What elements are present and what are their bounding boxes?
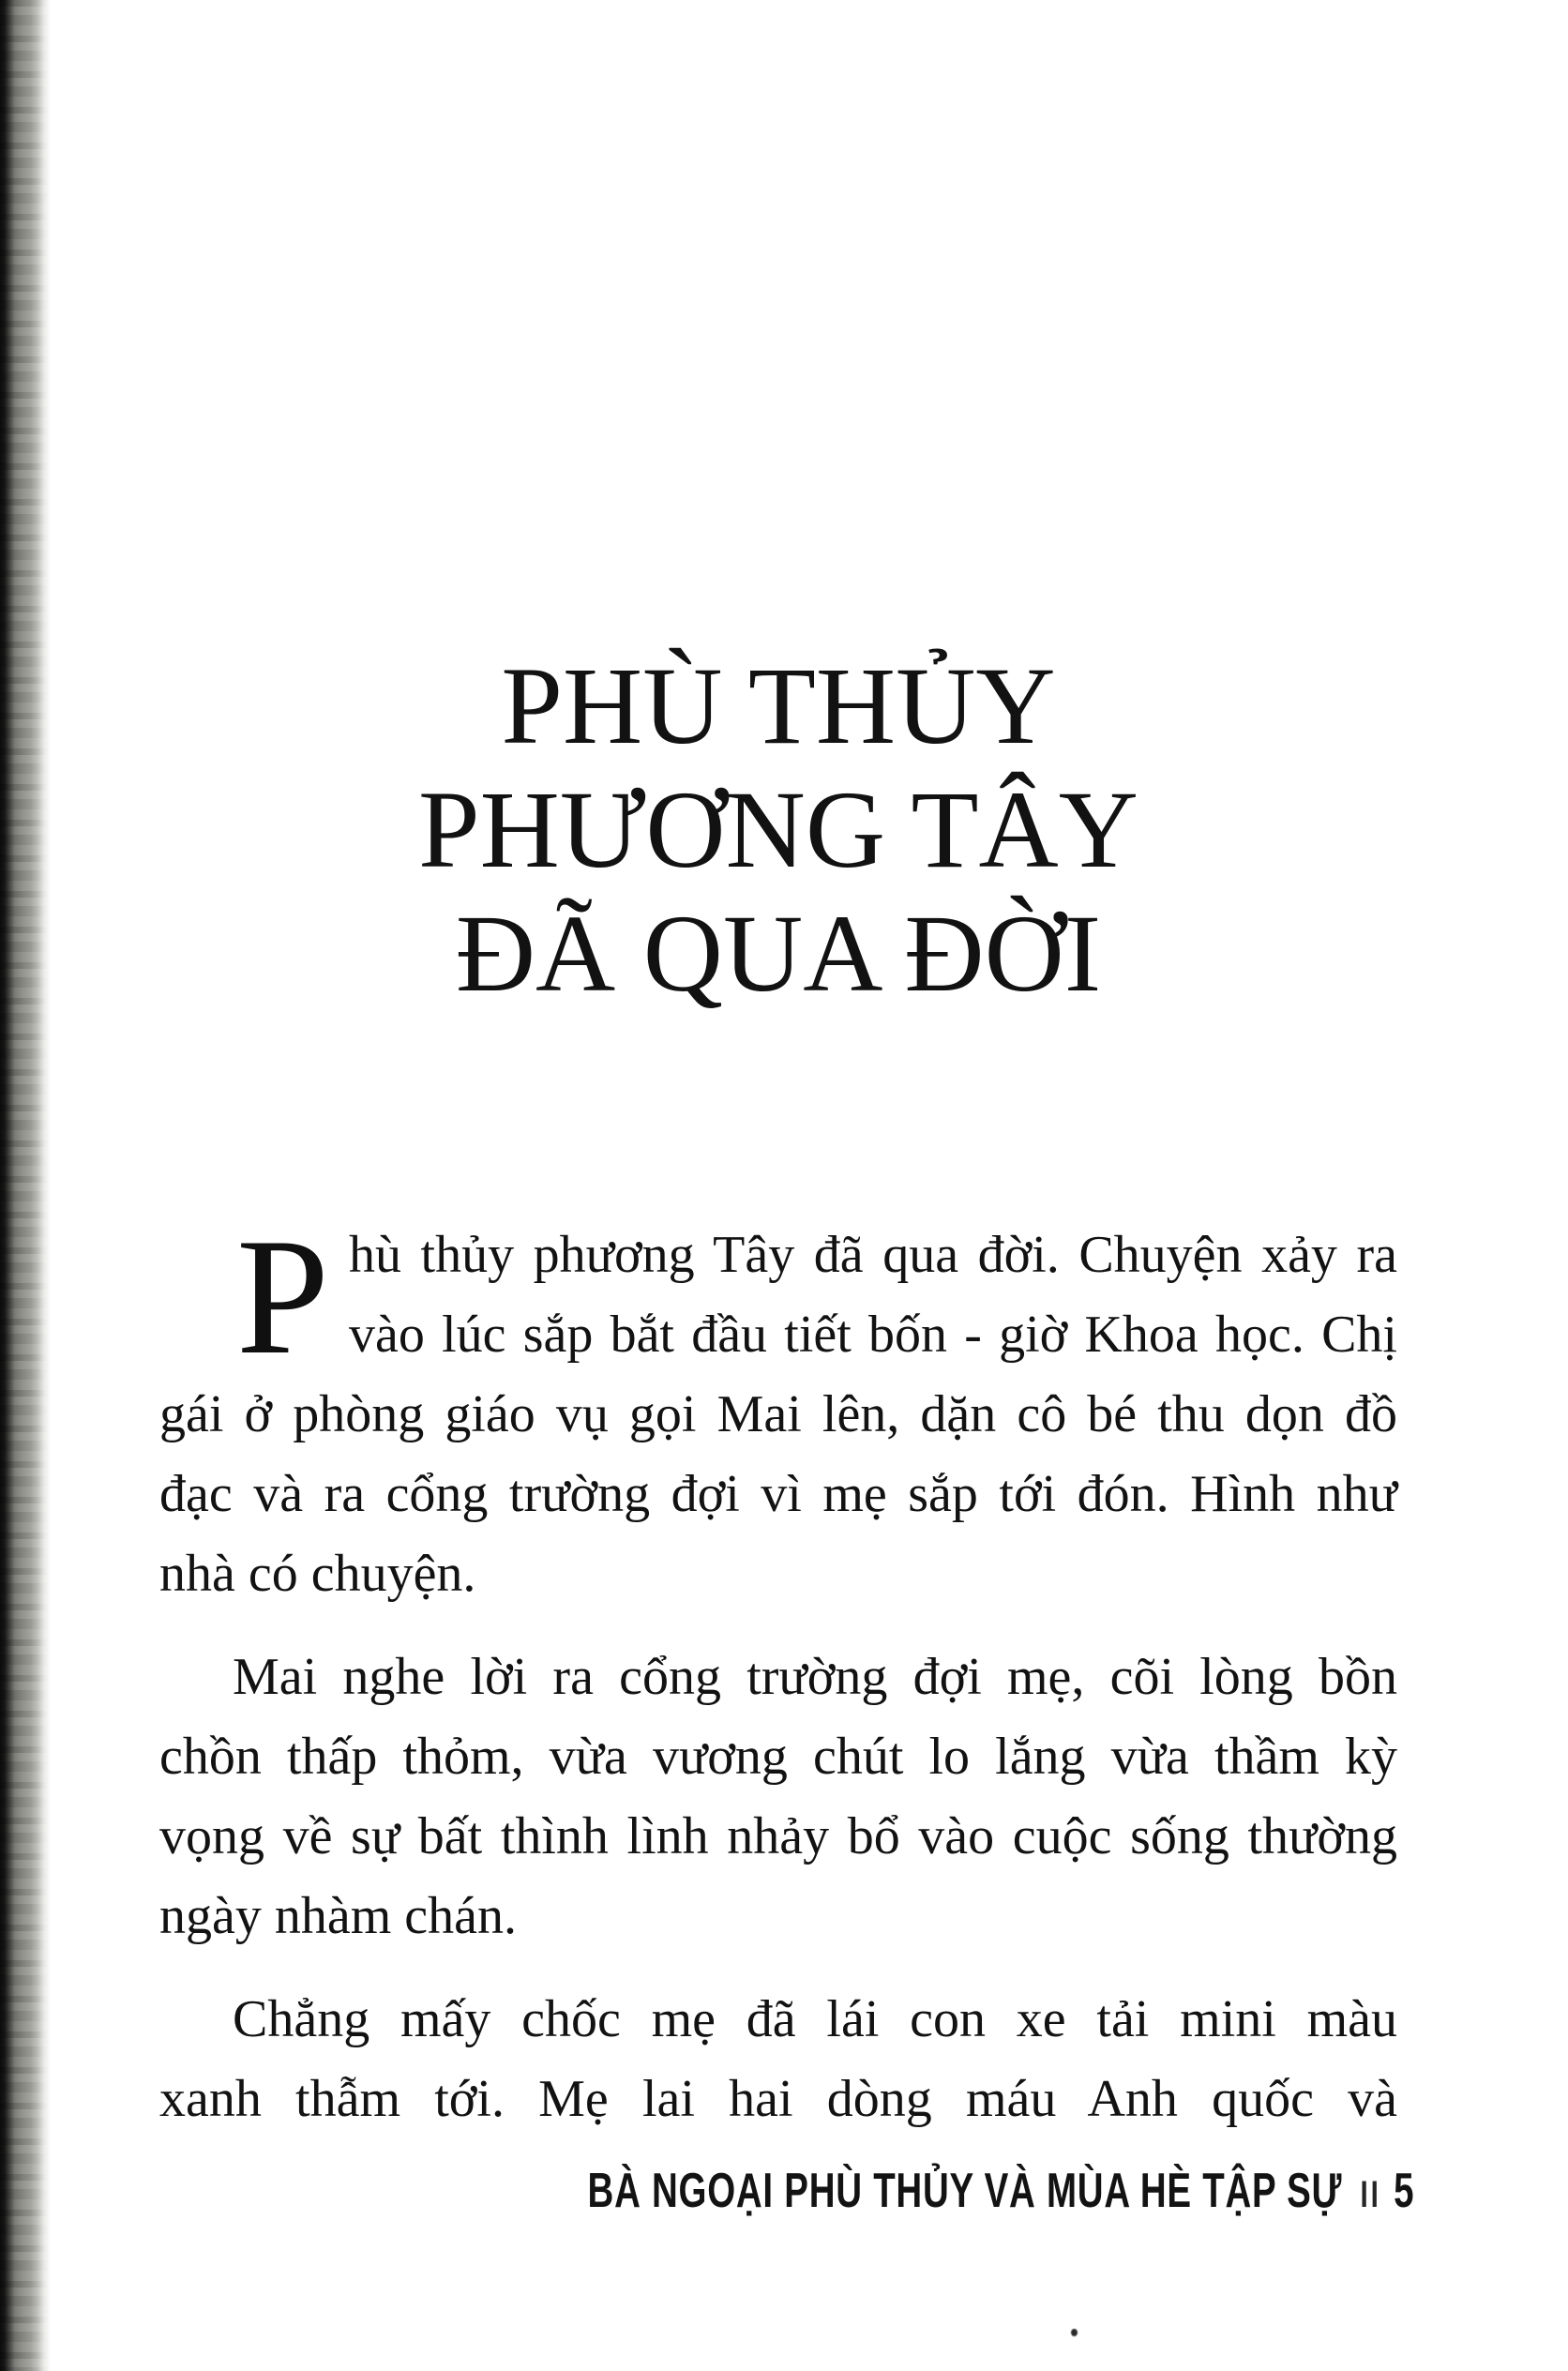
body-text (159, 1216, 1397, 2139)
chapter-title-line-2: PHƯƠNG TÂY (418, 768, 1138, 891)
text-line: ngày nhàm chán. (159, 1887, 517, 1945)
text-line: đạc và ra cổng trường đợi vì mẹ sắp tới đón. Hình như (159, 1465, 1397, 1523)
book-spine-shadow (0, 0, 51, 2371)
chapter-title (159, 644, 1397, 1016)
footer-book-title: BÀ NGOẠI PHÙ THỦY VÀ MÙA HÈ TẬP SỰ (587, 2164, 1343, 2218)
text-line: Chẳng mấy chốc mẹ đã lái con xe tải mini màu (233, 1990, 1397, 2048)
text-line: xanh thẫm tới. Mẹ lai hai dòng máu Anh quốc và (159, 2070, 1397, 2128)
text-line: vọng về sự bất thình lình nhảy bổ vào cuộc sống thường (159, 1807, 1397, 1865)
drop-cap: P (236, 1203, 329, 1389)
text-line: hù thủy phương Tây đã qua đời. Chuyện xảy ra (349, 1226, 1397, 1284)
text-line: Mai nghe lời ra cổng trường đợi mẹ, cõi lòng bồn (233, 1648, 1397, 1706)
paragraph-1 (159, 1216, 1397, 1614)
paragraph-3 (159, 1980, 1397, 2139)
chapter-title-line-1: PHÙ THỦY (501, 644, 1056, 767)
text-line: chồn thấp thỏm, vừa vương chút lo lắng vừa thầm kỳ (159, 1728, 1397, 1786)
paragraph-2 (159, 1638, 1397, 1956)
text-line: nhà có chuyện. (159, 1545, 476, 1603)
text-line: vào lúc sắp bắt đầu tiết bốn - giờ Khoa học. Chị (349, 1306, 1397, 1364)
chapter-title-line-3: ĐÃ QUA ĐỜI (455, 892, 1102, 1015)
ink-dot-artifact (1071, 2329, 1078, 2336)
text-line: gái ở phòng giáo vụ gọi Mai lên, dặn cô bé thu dọn đồ (159, 1385, 1397, 1443)
footer-separator: II (1360, 2174, 1382, 2215)
running-footer (587, 2164, 1414, 2219)
page-number: 5 (1394, 2164, 1414, 2218)
